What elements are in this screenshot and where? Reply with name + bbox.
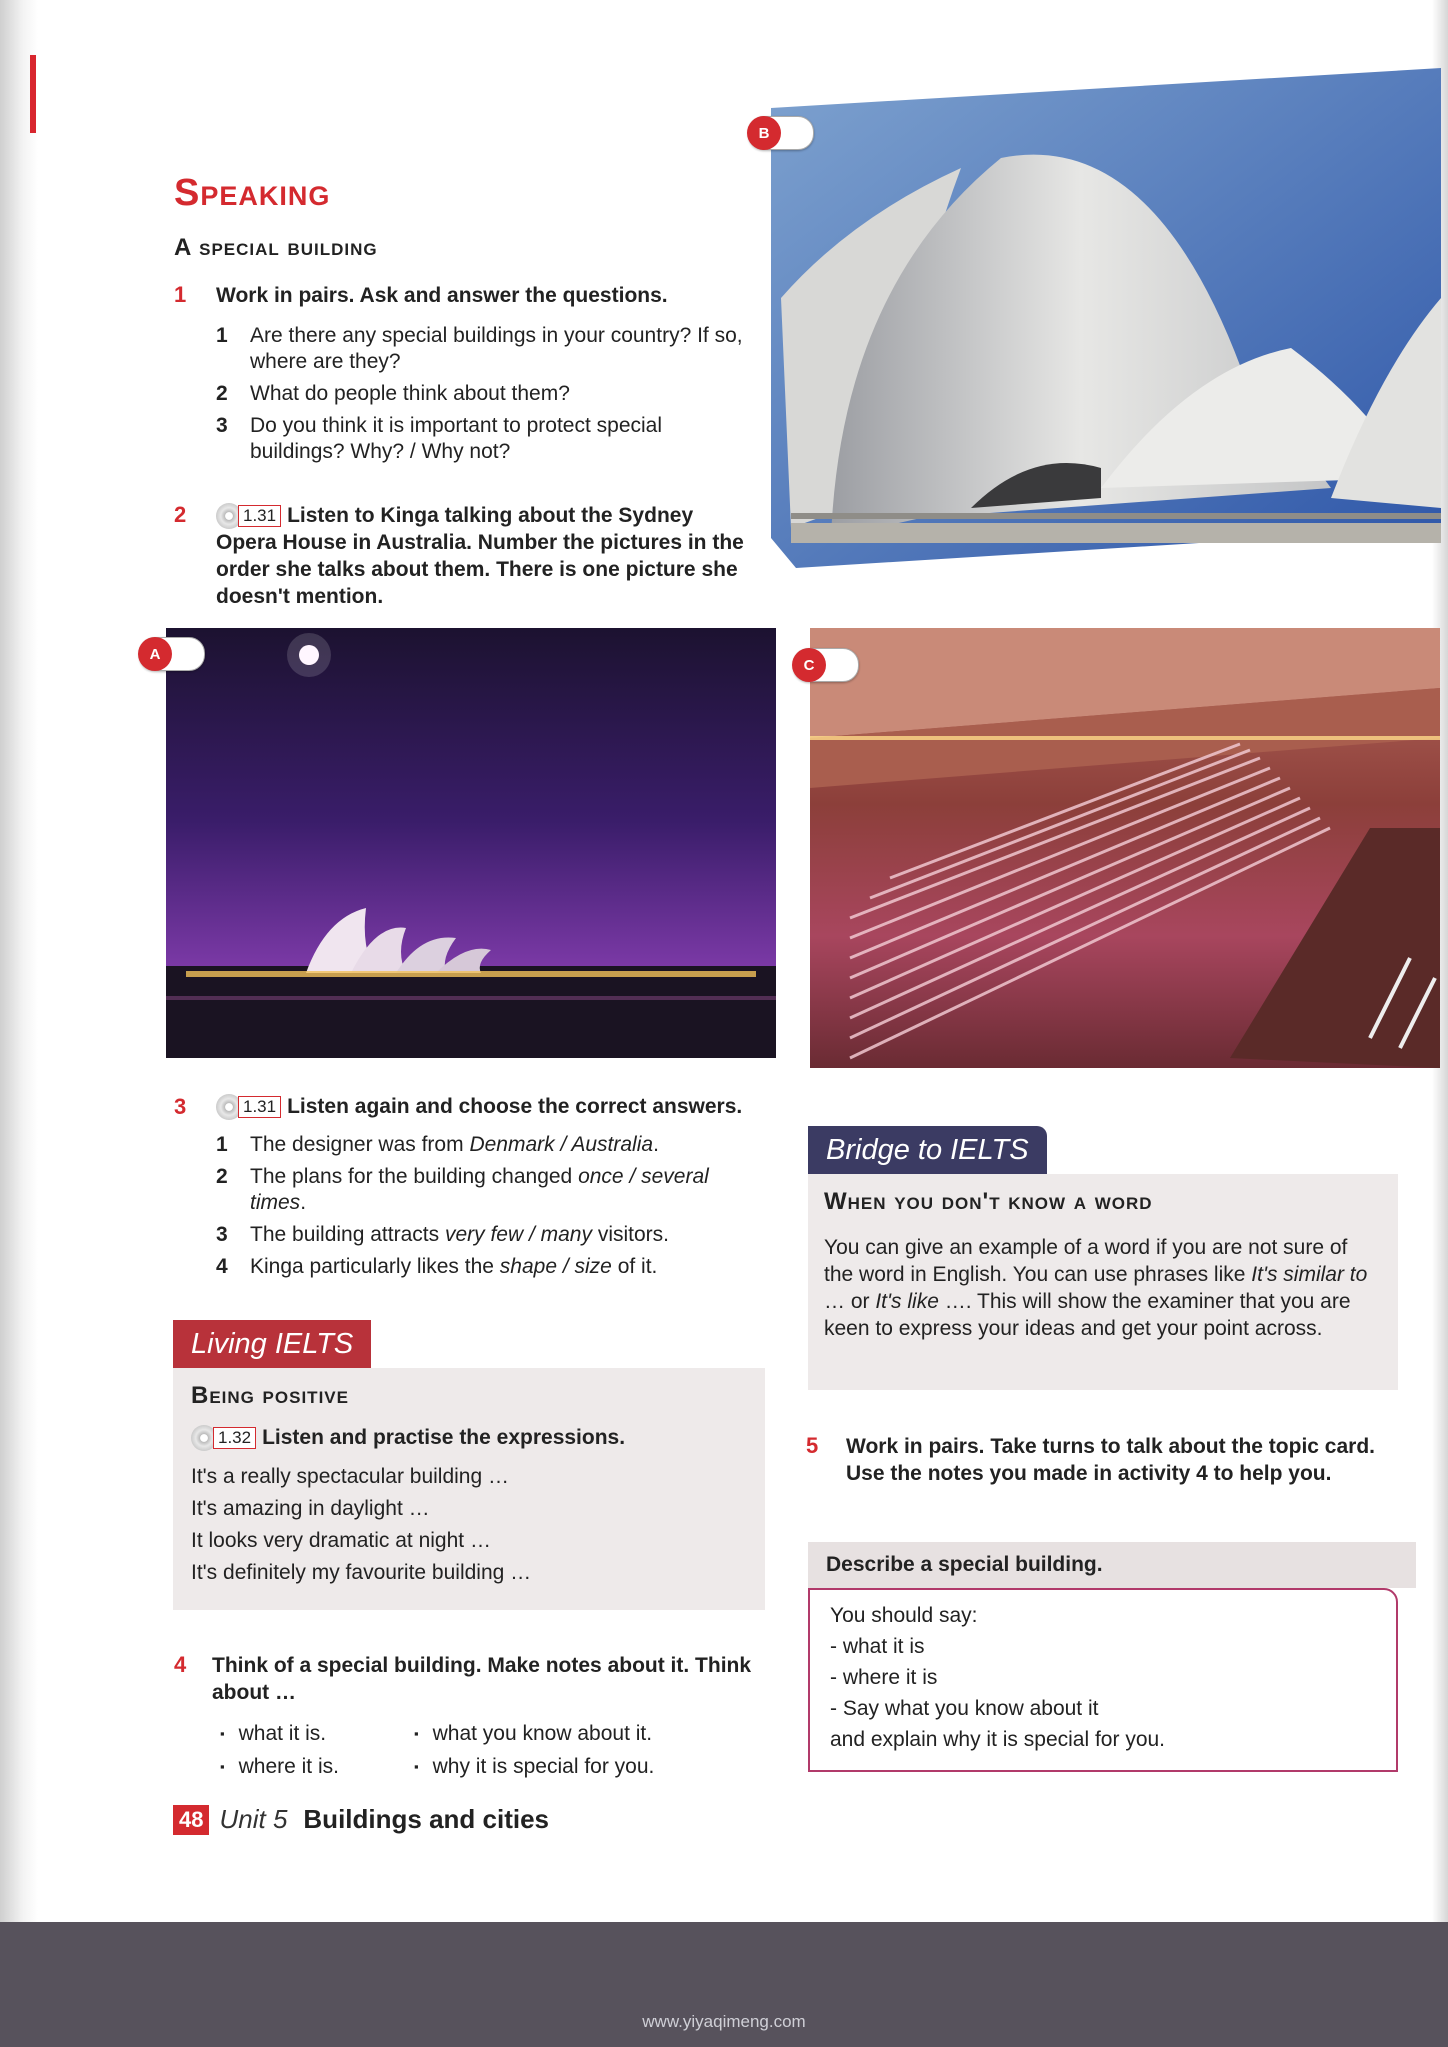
item-number: 4 <box>216 1255 228 1279</box>
answer-item <box>216 1254 716 1280</box>
activity-instruction: Listen to Kinga talking about the Sydney Opera House in Australia. Number the pictures in the order she talks about them. There is one picture she doesn't mention. <box>216 504 744 609</box>
answer-item <box>216 1132 716 1158</box>
answer-choices[interactable]: once / several times <box>250 1165 709 1215</box>
spine-marker <box>30 55 36 133</box>
photo-c-concert-hall <box>810 628 1440 1068</box>
answer-choices[interactable]: very few / many <box>444 1223 592 1247</box>
text: of it. <box>611 1255 658 1279</box>
concert-hall-illustration <box>810 628 1440 1068</box>
topic-card <box>808 1588 1398 1772</box>
expression: It's amazing in daylight … <box>191 1497 430 1521</box>
page-footer <box>173 1804 549 1835</box>
activity-1 <box>174 282 744 471</box>
opera-roof-illustration <box>771 68 1441 568</box>
answer-choice-list <box>216 1132 716 1280</box>
activity-instruction: Work in pairs. Ask and answer the questions. <box>216 284 668 307</box>
item-text <box>250 1254 657 1280</box>
phrase: It's similar to <box>1251 1263 1368 1286</box>
activity-instruction: Work in pairs. Take turns to talk about the topic card. Use the notes you made in activity 4 to help you. <box>846 1435 1375 1485</box>
activity-3 <box>174 1093 794 1286</box>
audio-cd-icon[interactable] <box>216 1094 281 1120</box>
activity-number: 4 <box>174 1652 187 1677</box>
answer-choices[interactable]: Denmark / Australia <box>469 1133 654 1157</box>
item-text: Are there any special buildings in your country? If so, where are they? <box>250 324 743 373</box>
unit-title: Buildings and cities <box>303 1804 549 1834</box>
activity-number: 5 <box>806 1433 819 1458</box>
expression: It's definitely my favourite building … <box>191 1561 532 1585</box>
photo-c-label: C <box>792 648 826 682</box>
page-number: 48 <box>173 1805 209 1835</box>
bridge-ielts-box <box>808 1174 1398 1390</box>
unit-label: Unit 5 <box>219 1804 288 1834</box>
topic-card-line: You should say: <box>830 1604 978 1627</box>
text: . <box>653 1133 659 1157</box>
box-title: Being positive <box>191 1382 349 1409</box>
living-ielts-tab: Living IELTS <box>173 1320 371 1368</box>
item-number: 2 <box>216 1165 228 1189</box>
bullet-item: ▪ where it is. <box>220 1751 414 1784</box>
photo-a-label: A <box>138 637 172 671</box>
audio-cd-icon[interactable] <box>216 503 281 529</box>
photo-b-label: B <box>747 116 781 150</box>
phrase: It's like <box>875 1290 939 1313</box>
item-number: 2 <box>216 382 228 405</box>
topic-card-line: - what it is <box>830 1635 925 1658</box>
expression: It's a really spectacular building … <box>191 1465 509 1489</box>
topic-card-heading: Describe a special building. <box>808 1542 1416 1588</box>
topic-card-line: - Say what you know about it <box>830 1697 1099 1720</box>
section-title: Speaking <box>174 172 331 214</box>
text: The designer was from <box>250 1133 470 1157</box>
item-text: Do you think it is important to protect special buildings? Why? / Why not? <box>250 414 663 463</box>
photo-c-answer-box[interactable] <box>793 648 859 682</box>
question-list <box>216 323 744 465</box>
section-subtitle: A special building <box>174 234 378 261</box>
item-number: 1 <box>216 1133 228 1157</box>
item-text <box>250 1132 659 1158</box>
activity-5 <box>806 1433 1386 1487</box>
question-item <box>216 413 744 465</box>
activity-2 <box>174 502 754 610</box>
track-number: 1.31 <box>238 1096 281 1118</box>
expression-list <box>191 1461 747 1589</box>
text: Kinga particularly likes the <box>250 1255 500 1279</box>
photo-a-opera-house-night <box>166 628 776 1058</box>
think-about-list-1 <box>220 1718 414 1784</box>
item-number: 3 <box>216 414 228 437</box>
answer-item <box>216 1164 716 1216</box>
topic-card-line: - where it is <box>830 1666 938 1689</box>
item-text <box>250 1164 716 1216</box>
activity-instruction: Listen again and choose the correct answers. <box>287 1095 743 1118</box>
item-text <box>250 1222 669 1248</box>
bullet-item: ▪ why it is special for you. <box>414 1751 654 1784</box>
item-number: 1 <box>216 324 228 347</box>
bridge-paragraph <box>824 1234 1382 1342</box>
text: The building attracts <box>250 1223 445 1247</box>
activity-number: 3 <box>174 1094 187 1119</box>
track-number: 1.31 <box>238 505 281 527</box>
item-text: What do people think about them? <box>250 382 570 405</box>
answer-choices[interactable]: shape / size <box>499 1255 612 1279</box>
activity-number: 2 <box>174 502 187 527</box>
bridge-ielts-tab: Bridge to IELTS <box>808 1126 1047 1174</box>
question-item <box>216 323 744 375</box>
text: You can give an example of a word if you are not sure of the word in English. You can use phrases like <box>824 1236 1348 1286</box>
box-title: When you don't know a word <box>824 1188 1153 1215</box>
activity-number: 1 <box>174 282 187 307</box>
activity-4 <box>174 1652 774 1784</box>
audio-cd-icon[interactable] <box>191 1425 256 1451</box>
track-number: 1.32 <box>213 1427 256 1449</box>
question-item <box>216 381 744 407</box>
bullet-item: ▪ what it is. <box>220 1718 414 1751</box>
text: visitors. <box>591 1223 669 1247</box>
photo-b-answer-box[interactable] <box>748 116 814 150</box>
photo-b-opera-house-roof <box>771 68 1441 568</box>
opera-night-illustration <box>166 628 776 1058</box>
living-ielts-box <box>173 1368 765 1610</box>
expression: It looks very dramatic at night … <box>191 1529 491 1553</box>
text: The plans for the building changed <box>250 1165 579 1189</box>
answer-item <box>216 1222 716 1248</box>
text: … or <box>824 1290 876 1313</box>
topic-card-line: and explain why it is special for you. <box>830 1728 1166 1751</box>
bullet-item: ▪ what you know about it. <box>414 1718 654 1751</box>
website-url: www.yiyaqimeng.com <box>642 2012 806 2031</box>
photo-a-answer-box[interactable] <box>139 637 205 671</box>
activity-instruction: Think of a special building. Make notes about it. Think about … <box>212 1654 752 1704</box>
activity-instruction: Listen and practise the expressions. <box>262 1426 626 1449</box>
book-spine <box>0 0 38 1925</box>
text: …. This will show the examiner that you are keen to express your ideas and get your point across. <box>824 1290 1351 1340</box>
item-number: 3 <box>216 1223 228 1247</box>
text: . <box>300 1191 307 1215</box>
think-about-list-2 <box>414 1718 654 1784</box>
